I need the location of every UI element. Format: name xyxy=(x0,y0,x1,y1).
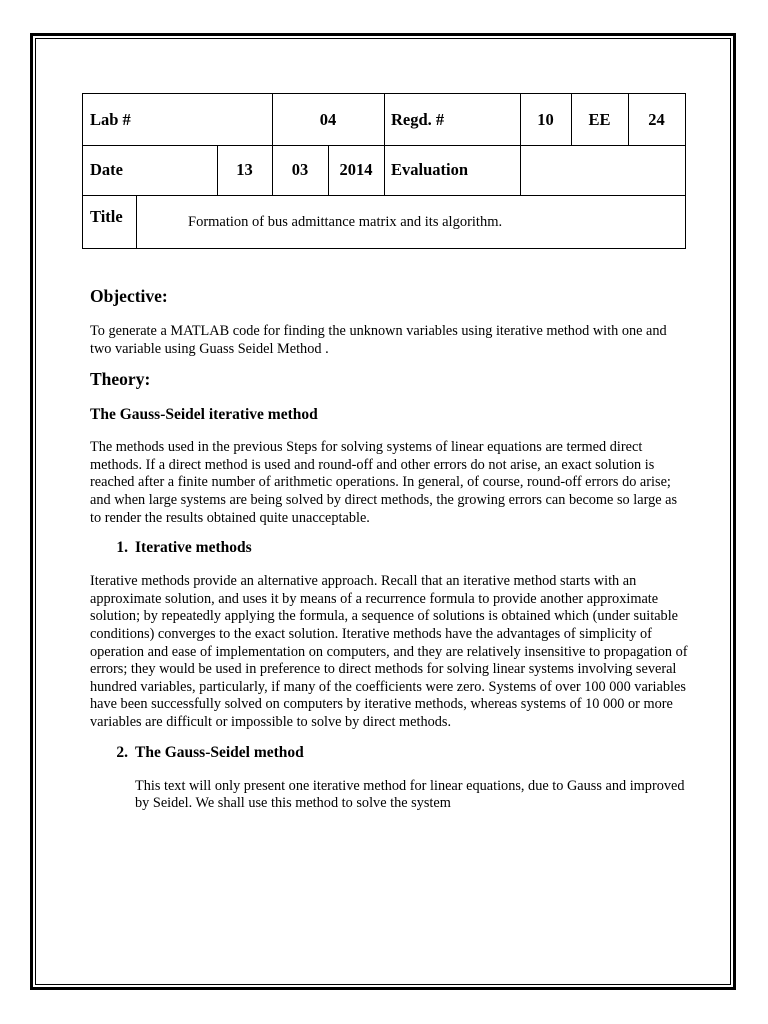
section-2-text: This text will only present one iterative method for linear equations, due to Gauss and improved by Seidel. We shall use this method to solve the system xyxy=(135,777,685,812)
document-body xyxy=(90,282,690,813)
regd-number-part3: 24 xyxy=(648,109,665,129)
date-label: Date xyxy=(90,160,123,179)
date-day: 13 xyxy=(236,160,253,179)
theory-heading: Theory: xyxy=(90,369,151,390)
theory-intro-text: The methods used in the previous Steps for solving systems of linear equations are termed direct methods. If a direct method is used and round-off and other errors do not arise, an exact solution is reached after a finite number of arithmetic operations. In general, of course, round-off errors do arise; and when large systems are being solved by direct methods, the growing errors can become so large as to render the results obtained quite unacceptable. xyxy=(90,439,678,526)
section-1-title: Iterative methods xyxy=(135,539,252,557)
evaluation-value xyxy=(520,145,685,195)
regd-number-part1: 10 xyxy=(537,109,554,129)
section-1-text: Iterative methods provide an alternative approach. Recall that an iterative method starts with an approximate solution, and uses it by means of a recurrence formula to provide another approximate solution; by repeatedly applying the formula, a sequence of solutions is obtained which (under suitable conditions) converges to the exact solution. Iterative methods have the advantages of simplicity of operation and ease of implementation on computers, and they are relatively insensitive to propagation of errors; they would be used in preference to direct methods for solving linear systems involving several hundred variables, particularly, if many of the coefficients were zero. Systems of over 100 000 variables have been successfully solved on computers by iterative methods, whereas systems of 10 000 or more variables are difficult or impossible to solve by direct methods. xyxy=(90,573,688,730)
objective-heading: Objective: xyxy=(90,286,168,306)
section-1-heading xyxy=(90,539,690,557)
date-year: 2014 xyxy=(339,160,373,179)
objective-text: To generate a MATLAB code for finding the unknown variables using iterative method with one and two variable using Guass Seidel Method . xyxy=(90,323,667,357)
lab-number-value: 04 xyxy=(319,109,337,129)
section-2-heading xyxy=(90,744,690,762)
gauss-seidel-subheading: The Gauss-Seidel iterative method xyxy=(90,406,318,424)
title-label: Title xyxy=(90,207,123,226)
lab-header-table xyxy=(82,93,686,249)
section-2-number: 2. xyxy=(116,743,128,761)
table-row-divider xyxy=(83,195,685,196)
date-month: 03 xyxy=(291,160,309,179)
table-col-divider xyxy=(136,195,137,248)
title-value: Formation of bus admittance matrix and its algorithm. xyxy=(188,214,503,230)
regd-number-label: Regd. # xyxy=(391,109,445,129)
regd-number-part2: EE xyxy=(588,109,611,129)
evaluation-label: Evaluation xyxy=(391,160,469,179)
section-1-number: 1. xyxy=(116,539,128,557)
lab-number-label: Lab # xyxy=(90,109,131,129)
section-2-title: The Gauss-Seidel method xyxy=(135,743,304,761)
